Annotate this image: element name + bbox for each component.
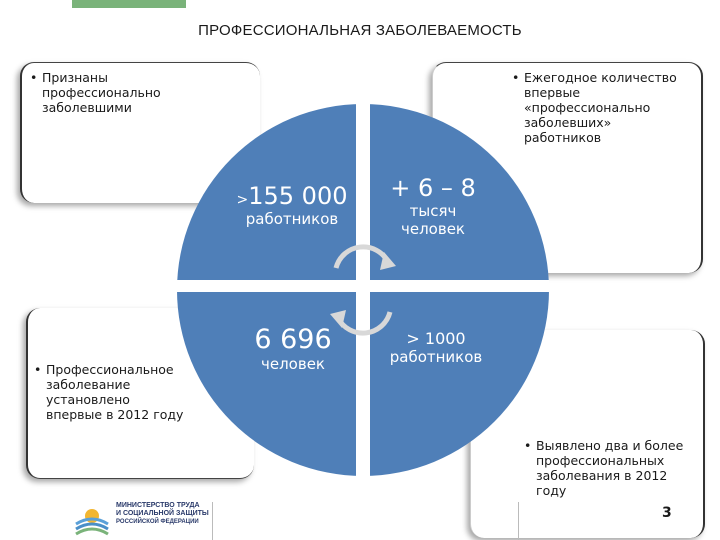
stat-value: + 6 – 8: [390, 174, 476, 202]
stat-bottom-left: [238, 325, 348, 373]
callout-text-bottom-left: • Профессиональное заболевание установлено впервые в 2012 году: [34, 362, 184, 422]
stat-bottom-right: [376, 330, 496, 366]
stat-unit-line2: человек: [401, 220, 465, 238]
callout-text-bottom-right: • Выявлено два и более профессиональных заболевания в 2012 году: [524, 438, 684, 498]
stat-value: 155 000: [248, 182, 348, 210]
stat-value: 6 696: [254, 324, 332, 355]
footer-divider: [518, 502, 519, 540]
stat-top-left: [232, 182, 352, 228]
footer-divider: [212, 502, 213, 540]
ministry-logo-icon: [72, 498, 112, 538]
page-title: ПРОФЕССИОНАЛЬНАЯ ЗАБОЛЕВАЕМОСТЬ: [198, 22, 522, 39]
stat-unit: человек: [261, 355, 325, 373]
callout-text-top-right: • Ежегодное количество впервые «профессионально заболевших» работников: [512, 70, 677, 145]
stat-unit: работников: [389, 348, 483, 366]
stat-unit-line1: тысяч: [409, 202, 457, 220]
callout-text-top-left: • Признаны профессионально заболевшими: [30, 70, 161, 115]
stat-top-right: [378, 174, 488, 238]
stat-value: > 1000: [406, 329, 466, 348]
stat-prefix: >: [236, 192, 249, 208]
stat-unit: работников: [245, 210, 339, 228]
page-number: 3: [662, 505, 672, 521]
ministry-logo-text: МИНИСТЕРСТВО ТРУДА И СОЦИАЛЬНОЙ ЗАЩИТЫ РОССИЙСКОЙ ФЕДЕРАЦИИ: [116, 502, 209, 525]
